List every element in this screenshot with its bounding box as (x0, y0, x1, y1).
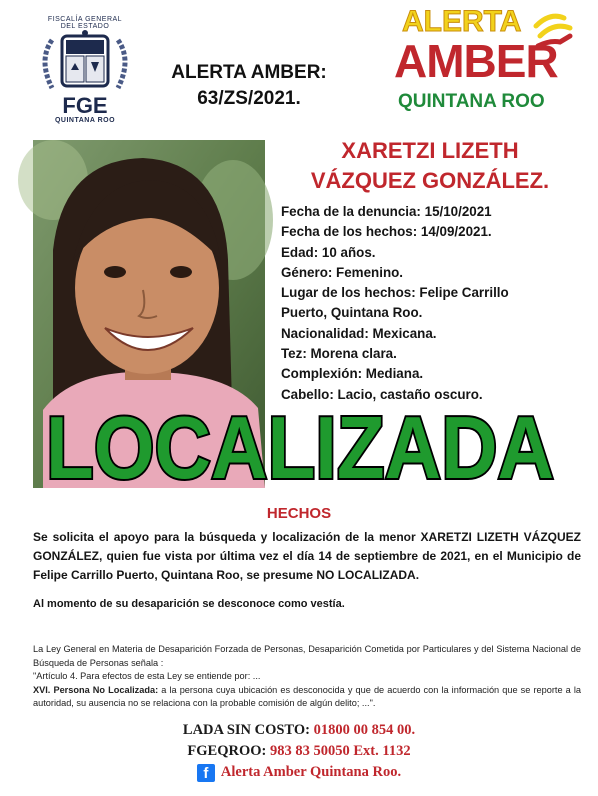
fgeqroo-number[interactable]: 983 83 50050 Ext. 1132 (270, 743, 411, 759)
law-line3-bold: XVI. Persona No Localizada: (33, 684, 159, 695)
law-line3 (33, 684, 581, 711)
fge-seal-icon (30, 30, 140, 96)
facebook-icon: f (197, 764, 215, 782)
fgeqroo-line (0, 741, 598, 762)
fge-org-line2: DEL ESTADO (60, 23, 110, 30)
hechos-title: HECHOS (266, 505, 332, 522)
clothing-note: Al momento de su desaparición se desconoce como vestía. (33, 598, 345, 610)
detail-nationality: Nacionalidad: Mexicana. (281, 325, 437, 341)
amber-logo-word1: ALERTA (402, 5, 522, 38)
alert-header (160, 60, 338, 112)
detail-hair: Cabello: Lacio, castaño oscuro. (281, 386, 483, 402)
detail-gender: Género: Femenino. (281, 264, 404, 280)
hechos-body: Se solicita el apoyo para la búsqueda y localización de la menor XARETZI LIZETH VÁZQUEZ GONZÁLEZ, quien fue vista por última vez el día 14 de septiembre de 2021, en el Municipio de Felipe Carrillo Puerto, Quintana Roo, se presume NO LOCALIZADA. (33, 530, 581, 582)
name-line1: XARETZI LIZETH (341, 138, 519, 163)
detail-place-line1: Lugar de los hechos: Felipe Carrillo (281, 285, 509, 301)
detail-report-date: Fecha de la denuncia: 15/10/2021 (281, 204, 492, 219)
fge-state: QUINTANA ROO (54, 117, 116, 124)
detail-build: Complexión: Mediana. (281, 366, 424, 382)
alerta-amber-logo (390, 4, 575, 124)
alert-code: 63/ZS/2021. (197, 88, 301, 109)
fge-logo (30, 14, 140, 132)
lada-number[interactable]: 01800 00 854 00. (313, 722, 416, 738)
person-details (281, 202, 581, 405)
facebook-text[interactable]: Alerta Amber Quintana Roo. (220, 764, 402, 780)
lada-label: LADA SIN COSTO: (182, 722, 314, 738)
detail-event-date: Fecha de los hechos: 14/09/2021. (281, 224, 492, 240)
person-name (275, 136, 585, 196)
law-line3-rest: a la persona cuya ubicación es desconocida y que de acuerdo con la información que se reporte a la autoridad, su ausencia no se relaciona con la probable comisión de algún delito; ...". (33, 684, 581, 709)
law-line1: La Ley General en Materia de Desaparición Forzada de Personas, Desaparición Cometida por Particulares y del Sistema Nacional de Búsqueda de Personas señala : (33, 644, 581, 668)
amber-logo-word3: QUINTANA ROO (398, 91, 545, 112)
localizada-stamp (40, 398, 560, 497)
law-text (33, 643, 581, 711)
name-line2: VÁZQUEZ GONZÁLEZ. (310, 168, 550, 193)
amber-logo-word2: AMBER (394, 35, 558, 87)
detail-skin: Tez: Morena clara. (281, 346, 397, 362)
stamp-text: LOCALIZADA (46, 398, 554, 497)
contact-block (0, 720, 598, 783)
lada-line (0, 720, 598, 741)
facebook-line[interactable] (0, 762, 598, 783)
fge-acronym: FGE (62, 93, 108, 118)
alert-line: ALERTA AMBER: (171, 62, 327, 83)
detail-age: Edad: 10 años. (281, 244, 376, 260)
detail-place-line2: Puerto, Quintana Roo. (281, 305, 423, 321)
fgeqroo-label: FGEQROO: (187, 743, 270, 759)
fge-org-line1: FISCALÍA GENERAL (47, 16, 123, 23)
law-line2: "Artículo 4. Para efectos de esta Ley se entiende por: ... (33, 671, 261, 682)
